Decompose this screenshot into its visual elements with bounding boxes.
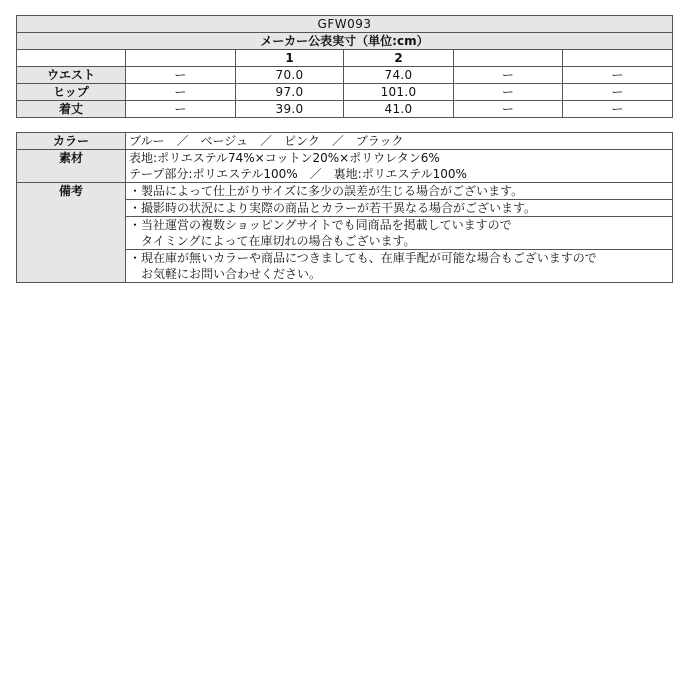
size-table	[16, 15, 673, 118]
size-cell: ー	[126, 84, 236, 101]
size-row-length	[17, 101, 673, 118]
size-table-title-row	[17, 16, 673, 33]
material-line: テープ部分:ポリエステル100% ／ 裏地:ポリエステル100%	[129, 167, 467, 181]
note-item	[126, 250, 672, 282]
info-row-material	[17, 150, 673, 183]
size-row-hip	[17, 84, 673, 101]
size-cell: 97.0	[236, 84, 344, 101]
size-header-row	[17, 50, 673, 67]
size-cell: ー	[454, 101, 563, 118]
size-row-label: ウエスト	[17, 67, 126, 84]
info-row-color	[17, 133, 673, 150]
size-table-subtitle: メーカー公表実寸（単位:cm）	[17, 33, 673, 50]
product-code: GFW093	[17, 16, 673, 33]
size-table-subtitle-row	[17, 33, 673, 50]
note-line: ・当社運営の複数ショッピングサイトでも同商品を掲載していますので	[129, 218, 512, 232]
size-row-label: 着丈	[17, 101, 126, 118]
size-cell: ー	[126, 101, 236, 118]
size-cell: ー	[563, 67, 673, 84]
material-line: 表地:ポリエステル74%×コットン20%×ポリウレタン6%	[129, 151, 440, 165]
note-item	[126, 217, 672, 250]
note-line: お気軽にお問い合わせください。	[129, 267, 322, 281]
size-header-cell: 2	[344, 50, 454, 67]
note-item	[126, 200, 672, 217]
size-cell: ー	[563, 101, 673, 118]
note-line: ・製品によって仕上がりサイズに多少の誤差が生じる場合がございます。	[129, 184, 524, 198]
size-cell: ー	[454, 84, 563, 101]
material-value	[126, 150, 673, 183]
info-row-notes	[17, 183, 673, 283]
size-header-corner	[17, 50, 126, 67]
notes-value	[126, 183, 673, 283]
info-table	[16, 132, 673, 283]
size-cell: 41.0	[344, 101, 454, 118]
size-header-cell: 1	[236, 50, 344, 67]
color-label: カラー	[17, 133, 126, 150]
size-cell: 70.0	[236, 67, 344, 84]
note-line: ・現在庫が無いカラーや商品につきましても、在庫手配が可能な場合もございますので	[129, 251, 597, 265]
color-value: ブルー ／ ベージュ ／ ピンク ／ ブラック	[126, 133, 673, 150]
size-cell: 39.0	[236, 101, 344, 118]
size-cell: 74.0	[344, 67, 454, 84]
size-row-waist	[17, 67, 673, 84]
note-item	[126, 183, 672, 200]
size-row-label: ヒップ	[17, 84, 126, 101]
size-cell: ー	[126, 67, 236, 84]
size-header-cell	[563, 50, 673, 67]
notes-label: 備考	[17, 183, 126, 283]
size-cell: 101.0	[344, 84, 454, 101]
size-header-cell	[126, 50, 236, 67]
note-line: ・撮影時の状況により実際の商品とカラーが若干異なる場合がございます。	[129, 201, 537, 215]
note-line: タイミングによって在庫切れの場合もございます。	[129, 234, 416, 248]
material-label: 素材	[17, 150, 126, 183]
size-cell: ー	[454, 67, 563, 84]
size-cell: ー	[563, 84, 673, 101]
size-header-cell	[454, 50, 563, 67]
